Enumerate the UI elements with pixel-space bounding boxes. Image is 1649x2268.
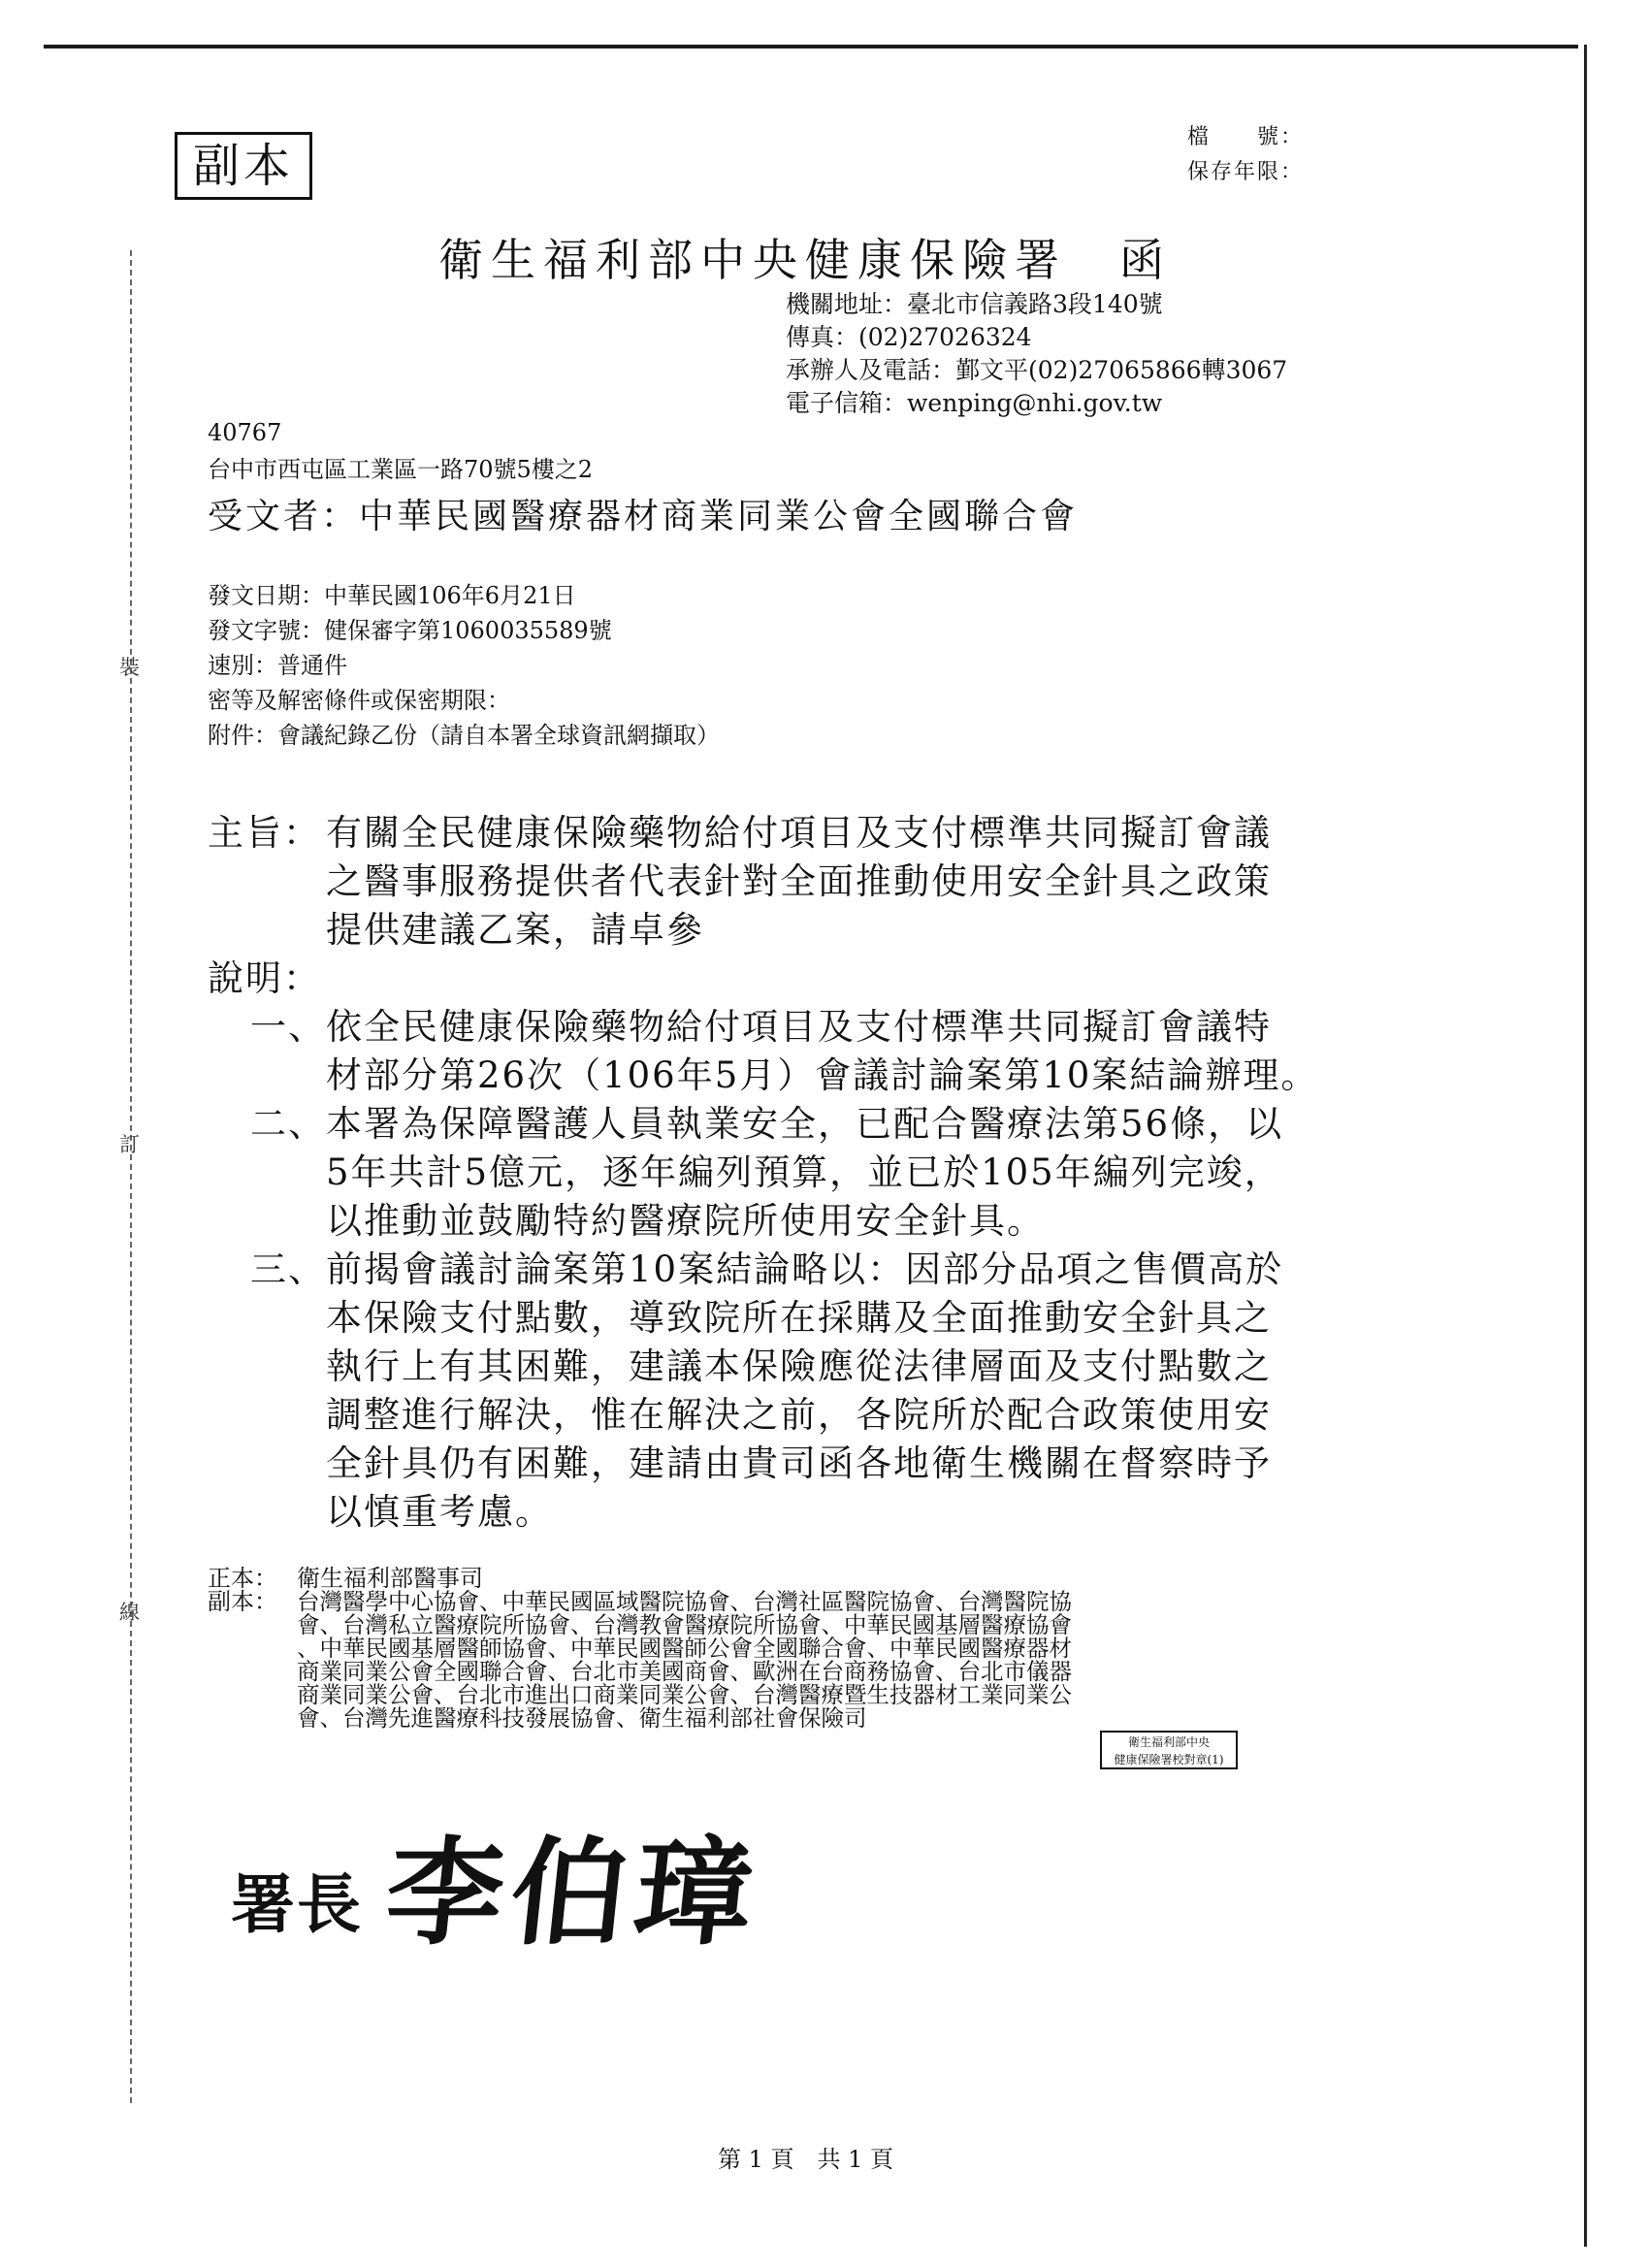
item-number: 二、 [250, 1103, 326, 1145]
copy-recipients-label: 副本： [208, 1588, 277, 1615]
item-line: 執行上有其困難，建議本保險應從法律層面及支付點數之 [326, 1345, 1272, 1387]
margin-mark-staple: 訂 [119, 1133, 140, 1156]
retention-period-label: 保存年限： [1187, 160, 1305, 184]
signatory-title: 署長 [231, 1866, 363, 1942]
page-number: 第 1 頁 共 1 頁 [718, 2146, 894, 2173]
agency-fax: 傳真：(02)27026324 [786, 323, 1032, 351]
copy-recipients-line: 台灣醫學中心協會、中華民國區域醫院協會、台灣社區醫院協會、台灣醫院協 [297, 1588, 1072, 1615]
binding-margin-line [130, 250, 132, 2103]
postal-code: 40767 [208, 419, 282, 446]
document-number: 發文字號：健保審字第1060035589號 [208, 617, 612, 644]
copy-recipients-line: 、中華民國基層醫師協會、中華民國醫師公會全國聯合會、中華民國醫療器材 [297, 1635, 1072, 1662]
margin-mark-bind: 裝 [119, 656, 140, 679]
seal-line: 健康保險署校對章(1) [1114, 1753, 1224, 1766]
item-line: 本保險支付點數，導致院所在採購及全面推動安全針具之 [326, 1297, 1272, 1339]
right-border-line [1584, 45, 1587, 2247]
item-line: 前揭會議討論案第10案結論略以：因部分品項之售價高於 [326, 1248, 1284, 1290]
item-line: 全針具仍有困難，建請由貴司函各地衛生機關在督察時予 [326, 1442, 1272, 1484]
copy-recipients-line: 商業同業公會、台北市進出口商業同業公會、台灣醫療暨生技器材工業同業公 [297, 1681, 1072, 1708]
item-line: 本署為保障醫護人員執業安全，已配合醫療法第56條，以 [326, 1103, 1284, 1145]
recipient: 受文者：中華民國醫療器材商業同業公會全國聯合會 [208, 497, 1079, 536]
proofreading-seal [1100, 1731, 1238, 1769]
item-line: 依全民健康保險藥物給付項目及支付標準共同擬訂會議特 [326, 1006, 1272, 1048]
agency-address: 機關地址：臺北市信義路3段140號 [786, 290, 1163, 318]
copy-recipients-line: 會、台灣先進醫療科技發展協會、衛生福利部社會保險司 [297, 1704, 867, 1732]
original-recipient-label: 正本： [208, 1565, 277, 1592]
copy-stamp: 副本 [175, 132, 312, 200]
item-line: 以慎重考慮。 [326, 1491, 553, 1533]
delivery-speed: 速別：普通件 [208, 652, 347, 679]
margin-mark-line: 線 [119, 1601, 140, 1624]
seal-line: 衛生福利部中央 [1127, 1735, 1210, 1749]
item-line: 調整進行解決，惟在解決之前，各院所於配合政策使用安 [326, 1394, 1272, 1436]
recipient-street-address: 台中市西屯區工業區一路70號5樓之2 [208, 456, 594, 483]
item-number: 一、 [250, 1006, 326, 1048]
subject-line: 有關全民健康保險藥物給付項目及支付標準共同擬訂會議 [326, 812, 1272, 854]
agency-email: 電子信箱：wenping@nhi.gov.tw [786, 389, 1163, 417]
subject-line: 提供建議乙案，請卓參 [326, 909, 704, 951]
copy-recipients-line: 商業同業公會全國聯合會、台北市美國商會、歐洲在台商務協會、台北市儀器 [297, 1658, 1072, 1685]
document-title: 衛生福利部中央健康保險署 函 [438, 234, 1172, 286]
issue-date: 發文日期：中華民國106年6月21日 [208, 582, 576, 609]
subject-label: 主旨： [208, 812, 321, 854]
explanation-label: 說明： [208, 957, 321, 999]
top-border-line [44, 45, 1578, 49]
signatory-signature: 李伯璋 [379, 1825, 767, 1961]
item-number: 三、 [250, 1248, 326, 1290]
original-recipient: 衛生福利部醫事司 [297, 1565, 483, 1592]
file-number-label: 檔 號： [1187, 125, 1305, 149]
item-line: 材部分第26次（106年5月）會議討論案第10案結論辦理。 [326, 1054, 1319, 1096]
secrecy-level: 密等及解密條件或保密期限： [208, 687, 510, 714]
copy-recipients-line: 會、台灣私立醫療院所協會、台灣教會醫療院所協會、中華民國基層醫療協會 [297, 1611, 1072, 1638]
subject-line: 之醫事服務提供者代表針對全面推動使用安全針具之政策 [326, 860, 1272, 902]
item-line: 以推動並鼓勵特約醫療院所使用安全針具。 [326, 1200, 1045, 1242]
item-line: 5年共計5億元，逐年編列預算，並已於105年編列完竣， [326, 1151, 1282, 1193]
handler-phone: 承辦人及電話：鄞文平(02)27065866轉3067 [786, 356, 1288, 384]
attachment: 附件：會議紀錄乙份（請自本署全球資訊網擷取） [208, 722, 720, 749]
